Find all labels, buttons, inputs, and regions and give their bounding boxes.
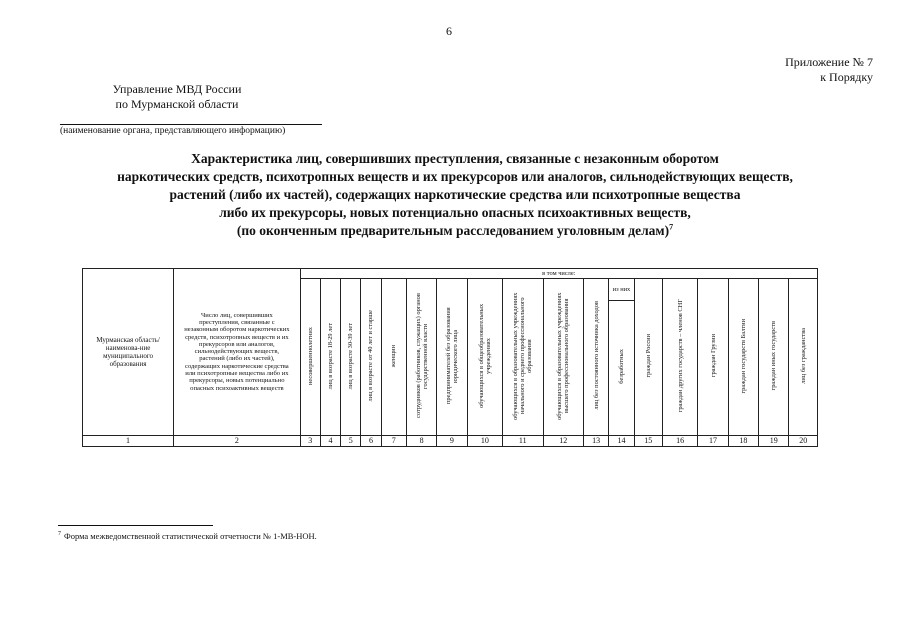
document-title (40, 150, 870, 240)
column-number: 19 (759, 435, 789, 446)
column-header-12 (543, 279, 583, 436)
column-header-label: предпринимателей без образования юридического лица (444, 307, 459, 405)
title-line-5-text: (по оконченным предварительным расследованием уголовным делам) (236, 223, 670, 238)
column-number: 9 (437, 435, 467, 446)
column-header-label: лиц в возрасте 18-29 лет (327, 322, 334, 389)
column-header-7 (381, 279, 406, 436)
footnote-separator (58, 525, 213, 526)
column-header-label: обучающихся в общеобразовательных учреждениях (477, 303, 492, 408)
column-number: 10 (467, 435, 502, 446)
column-header-16 (662, 279, 697, 436)
blank-row (83, 446, 818, 454)
page-number: 6 (446, 24, 452, 38)
column-header-11 (503, 279, 543, 436)
agency-underline (60, 124, 322, 125)
column-header-label: лиц без постоянного источника доходов (592, 301, 600, 411)
column-header-label: граждан Грузии (709, 334, 717, 378)
column-number: 18 (728, 435, 758, 446)
column-number: 20 (789, 435, 818, 446)
column-header-19 (759, 279, 789, 436)
column-header-17 (698, 279, 728, 436)
header-iz-nih: из них (609, 279, 634, 301)
agency-line-2: по Мурманской области (115, 97, 239, 111)
column-header-label: обучающихся в образовательных учреждениях высшего профессионального образования (556, 292, 571, 420)
column-number: 15 (634, 435, 662, 446)
agency-caption: (наименование органа, представляющего информацию) (60, 126, 286, 136)
footnote (58, 531, 317, 541)
blank-cell (83, 446, 818, 454)
title-line-1: Характеристика лиц, совершивших преступления, связанные с незаконным оборотом (191, 151, 719, 166)
column-header-label: обучающихся в образовательных учреждениях начального и среднего профессионального образования (512, 292, 534, 420)
header-total-persons: Число лиц, совершивших преступления, связанные с незаконным оборотом наркотических средств, психотропных веществ и их прекурсоров или аналогов, сильнодействующих веществ, растений (либо их частей), содержащих наркотические средства или психотропные вещества либо их прекурсоры, новых потенциально опасных психоактивных веществ (174, 269, 301, 436)
column-header-13 (584, 279, 609, 436)
column-header-label: граждан России (644, 334, 652, 378)
column-number: 2 (174, 435, 301, 446)
column-header-4 (320, 279, 340, 436)
column-header-8 (406, 279, 436, 436)
column-header-label: граждан других государств – членов СНГ (676, 299, 684, 413)
table-header-row-1 (83, 269, 818, 279)
column-number-row (83, 435, 818, 446)
column-header-9 (437, 279, 467, 436)
column-header-label: сотрудников (работников, служащих) органов государственной власти (414, 293, 429, 419)
column-header-6 (361, 279, 381, 436)
header-including: в том числе: (300, 269, 817, 279)
appendix-line-1: Приложение № 7 (785, 55, 873, 69)
column-header-20 (789, 279, 818, 436)
column-number: 3 (300, 435, 320, 446)
appendix-line-2: к Порядку (820, 70, 873, 84)
column-number: 13 (584, 435, 609, 446)
column-header-label: лиц в возрасте от 40 лет и старше (367, 310, 375, 402)
column-header-5 (341, 279, 361, 436)
column-number: 6 (361, 435, 381, 446)
column-header-label: несовершеннолетних (306, 326, 314, 385)
column-header-label: лиц в возрасте 30-39 лет (347, 322, 355, 389)
column-header-label: безработных (617, 349, 625, 385)
column-header-18 (728, 279, 758, 436)
footnote-number: 7 (58, 531, 61, 538)
column-header-3 (300, 279, 320, 436)
column-header-10 (467, 279, 502, 436)
title-line-3: растений (либо их частей), содержащих наркотические средства или психотропные вещества (169, 187, 741, 202)
column-number: 8 (406, 435, 436, 446)
title-footnote-ref: 7 (669, 222, 674, 232)
column-number: 7 (381, 435, 406, 446)
column-number: 14 (609, 435, 634, 446)
footnote-text: Форма межведомственной статистической отчетности № 1-МВ-НОН. (64, 531, 317, 541)
column-number: 11 (503, 435, 543, 446)
header-municipality: Мурманская область/наименова-ние муниципального образования (83, 269, 174, 436)
column-number: 4 (320, 435, 340, 446)
column-header-14 (609, 301, 634, 436)
column-number: 12 (543, 435, 583, 446)
column-header-label: граждан государств Балтии (739, 318, 747, 393)
column-header-label: женщин (390, 344, 398, 367)
agency-line-1: Управление МВД России (112, 82, 242, 96)
title-line-2: наркотических средств, психотропных веществ и их прекурсоров или аналогов, сильнодействующих веществ, (117, 169, 793, 184)
appendix-label (785, 55, 873, 85)
column-number: 16 (662, 435, 697, 446)
column-number: 1 (83, 435, 174, 446)
report-table (82, 268, 818, 454)
title-line-4: либо их прекурсоры, новых потенциально опасных психоактивных веществ, (219, 205, 691, 220)
agency-name (92, 82, 262, 112)
column-header-label: лиц без гражданства (799, 327, 807, 384)
column-header-15 (634, 279, 662, 436)
column-number: 17 (698, 435, 728, 446)
title-line-5 (40, 222, 870, 240)
column-number: 5 (341, 435, 361, 446)
column-header-label: граждан иных государств (770, 321, 778, 391)
